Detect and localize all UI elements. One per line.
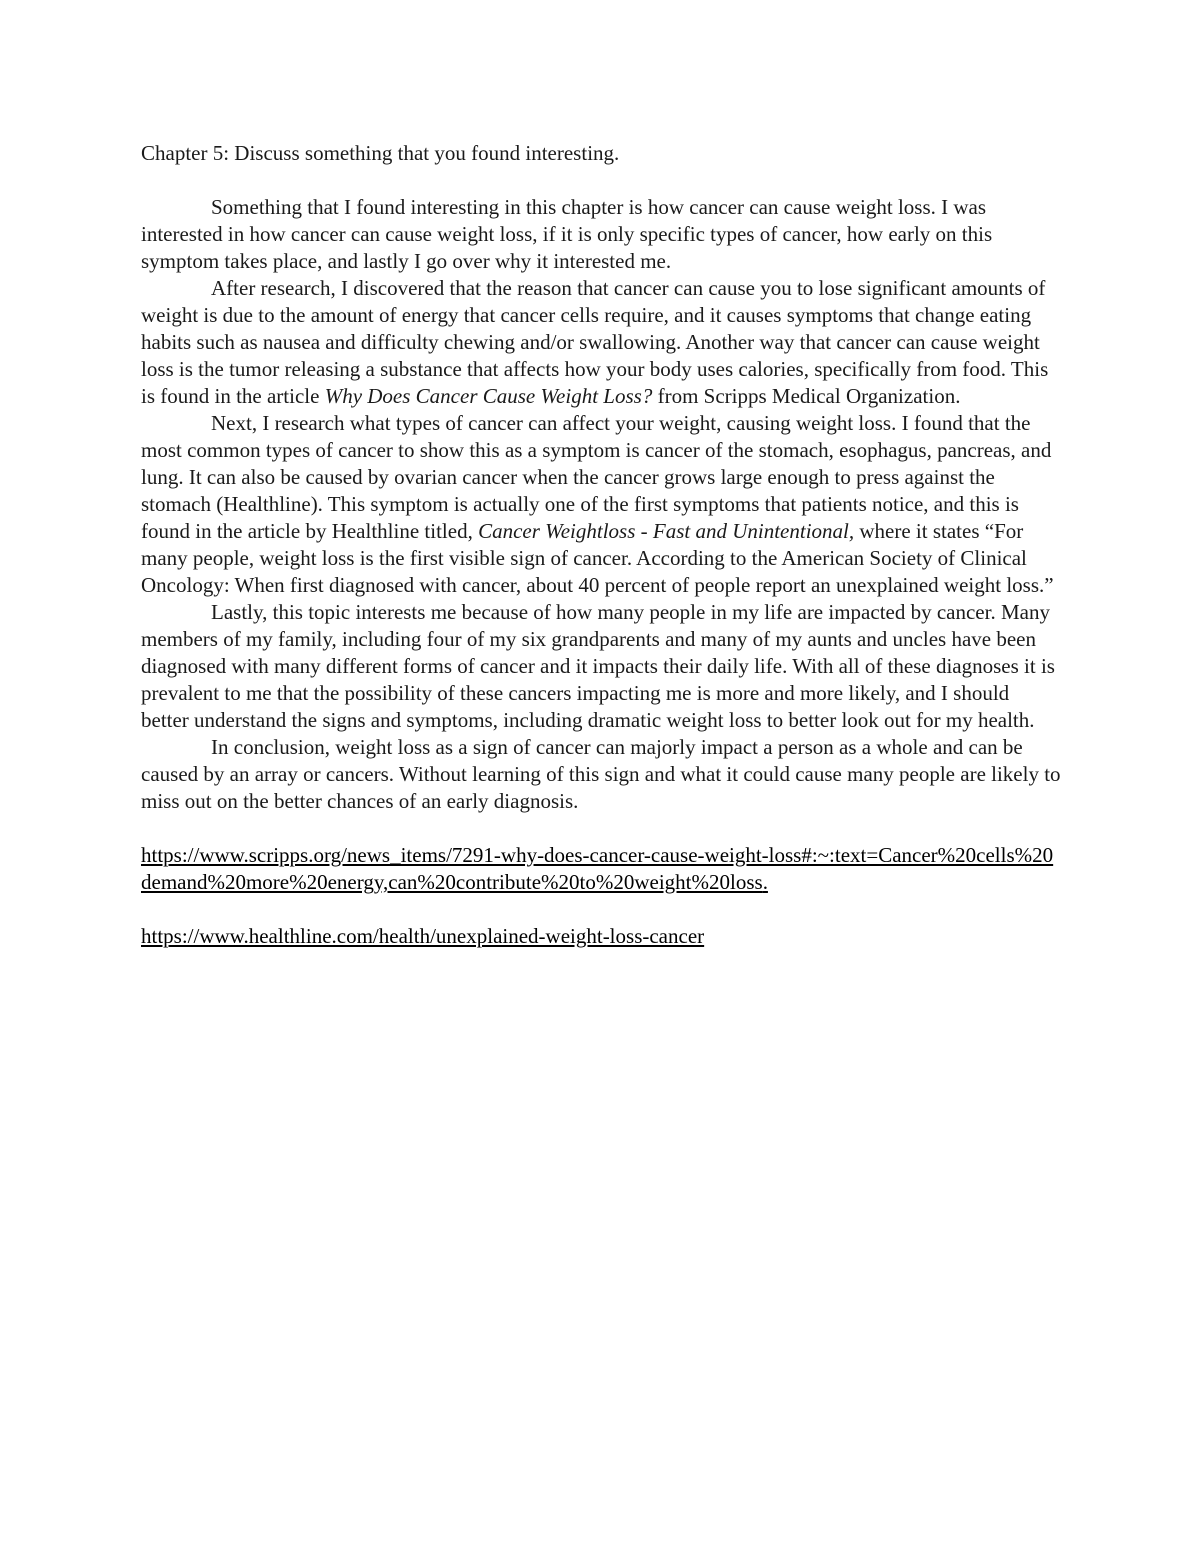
document-body xyxy=(141,140,1061,977)
article-title-healthline: Cancer Weightloss - Fast and Unintentional, xyxy=(478,519,855,543)
paragraph-types-text-end: where it states “For many people, weight loss is the first visible sign of cancer. According to the American Society of Clinical Oncology: When first diagnosed with cancer, about 40 percent of people report an unexplained weight loss.” xyxy=(141,519,1054,597)
paragraph-types xyxy=(141,410,1061,599)
reference-links xyxy=(141,842,1061,950)
paragraph-personal xyxy=(141,599,1061,734)
reference-link-scripps-trail: . xyxy=(762,870,768,894)
paragraph-types-text: Next, I research what types of cancer can affect your weight, causing weight loss. I found that the most common types of cancer to show this as a symptom is cancer of the stomach, esophagus, pancreas, and lung. It can also be caused by ovarian cancer when the cancer grows large enough to press against the stomach (Healthline). This symptom is actually one of the first symptoms that patients notice, and this is found in the article by Healthline titled, xyxy=(141,411,1052,543)
paragraph-research-text: After research, I discovered that the reason that cancer can cause you to lose significant amounts of weight is due to the amount of energy that cancer cells require, and it causes symptoms that change eating habits such as nausea and difficulty chewing and/or swallowing. Another way that cancer can cause weight loss is the tumor releasing a substance that affects how your body uses calories, specifically from food. This is found in the article xyxy=(141,276,1049,408)
reference-link-scripps-url[interactable]: https://www.scripps.org/news_items/7291-why-does-cancer-cause-weight-loss#:~:text=Cancer%20cells%20demand%20more%20energy,can%20contribute%20to%20weight%20loss xyxy=(141,843,1054,894)
paragraph-conclusion xyxy=(141,734,1061,815)
reference-link-healthline-url[interactable]: https://www.healthline.com/health/unexplained-weight-loss-cancer xyxy=(141,924,705,948)
paragraph-personal-text: Lastly, this topic interests me because of how many people in my life are impacted by cancer. Many members of my family, including four of my six grandparents and many of my aunts and uncles have been diagnosed with many different forms of cancer and it impacts their daily life. With all of these diagnoses it is prevalent to me that the possibility of these cancers impacting me is more and more likely, and I should better understand the signs and symptoms, including dramatic weight loss to better look out for my health. xyxy=(141,600,1055,732)
paragraph-research xyxy=(141,275,1061,410)
reference-link-scripps[interactable] xyxy=(141,842,1061,896)
article-title-scripps: Why Does Cancer Cause Weight Loss? xyxy=(324,384,653,408)
assignment-prompt: Chapter 5: Discuss something that you found interesting. xyxy=(141,141,620,165)
paragraph-conclusion-text: In conclusion, weight loss as a sign of cancer can majorly impact a person as a whole and can be caused by an array or cancers. Without learning of this sign and what it could cause many people are likely to miss out on the better chances of an early diagnosis. xyxy=(141,735,1061,813)
paragraph-intro-text: Something that I found interesting in this chapter is how cancer can cause weight loss. I was interested in how cancer can cause weight loss, if it is only specific types of cancer, how early on this symptom takes place, and lastly I go over why it interested me. xyxy=(141,195,993,273)
paragraph-research-text-end: from Scripps Medical Organization. xyxy=(652,384,961,408)
paragraph-intro xyxy=(141,194,1061,275)
reference-link-healthline[interactable] xyxy=(141,923,1061,950)
